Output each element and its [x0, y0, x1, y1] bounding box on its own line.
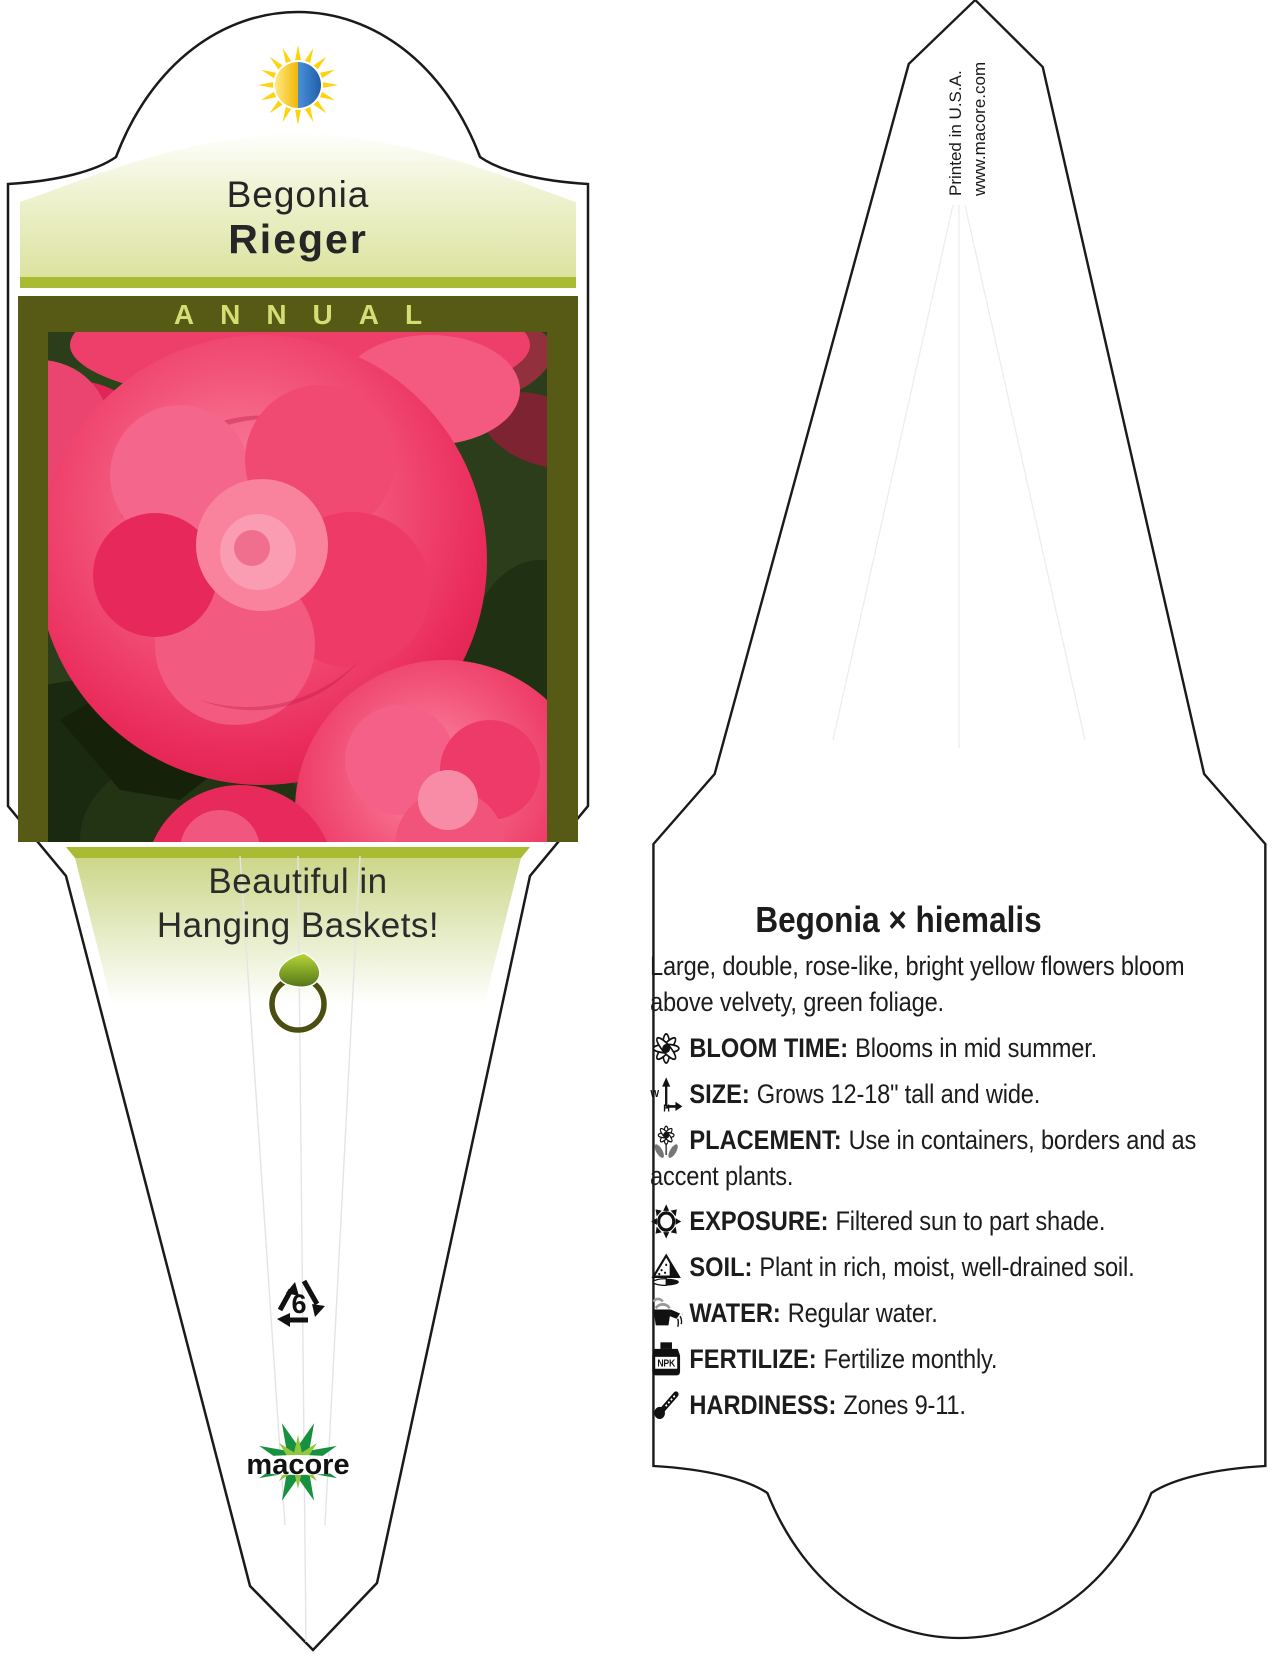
- svg-text:NPK: NPK: [657, 1358, 675, 1369]
- svg-text:W: W: [650, 1088, 659, 1101]
- care-label: SOIL:: [689, 1251, 753, 1282]
- water-icon: [650, 1295, 682, 1332]
- care-label: EXPOSURE:: [689, 1205, 829, 1236]
- front-category: ANNUAL: [173, 299, 449, 330]
- care-label: FERTILIZE:: [689, 1343, 817, 1374]
- front-tagline-line1: Beautiful in: [208, 862, 388, 901]
- care-text: Grows 12-18" tall and wide.: [756, 1078, 1041, 1109]
- front-stripe-top: [20, 277, 576, 288]
- soil-icon: [650, 1249, 682, 1286]
- care-row-hardiness: [650, 1387, 1200, 1424]
- care-text: Regular water.: [787, 1297, 938, 1328]
- care-row-placement: [650, 1122, 1200, 1194]
- care-label: SIZE:: [689, 1078, 750, 1109]
- care-row-soil: [650, 1249, 1200, 1286]
- front-variety: Rieger: [228, 216, 368, 262]
- care-text: Zones 9-11.: [843, 1389, 966, 1420]
- hardiness-icon: [650, 1387, 682, 1424]
- brand-name: macore: [246, 1449, 350, 1481]
- care-text: Plant in rich, moist, well-drained soil.: [759, 1251, 1135, 1282]
- care-text: Blooms in mid summer.: [855, 1032, 1098, 1063]
- care-row-water: [650, 1295, 1200, 1332]
- front-genus: Begonia: [226, 174, 370, 215]
- printed-in-usa-text: Printed in U.S.A.: [946, 70, 965, 196]
- bloom-time-icon: [650, 1030, 682, 1067]
- svg-text:H: H: [663, 1102, 670, 1113]
- fertilize-icon: [650, 1341, 682, 1378]
- care-row-size: [650, 1076, 1200, 1113]
- size-icon: [650, 1076, 682, 1113]
- plant-description: Large, double, rose-like, bright yellow flowers bloom above velvety, green foliage.: [650, 951, 1185, 1017]
- placement-icon: [650, 1122, 682, 1159]
- care-text: Filtered sun to part shade.: [835, 1205, 1106, 1236]
- part-sun-icon: [258, 45, 338, 125]
- care-row-bloom-time: [650, 1030, 1200, 1067]
- macore-url-text: www.macore.com: [970, 61, 989, 196]
- care-text: Use in containers, borders and as accent plants.: [650, 1124, 1197, 1191]
- exposure-icon: [650, 1203, 682, 1240]
- care-info-panel: [650, 899, 1200, 1424]
- care-text: Fertilize monthly.: [823, 1343, 998, 1374]
- care-row-fertilize: [650, 1341, 1200, 1378]
- front-tag: [0, 0, 600, 1654]
- botanical-name: Begonia × hiemalis: [755, 899, 1042, 940]
- front-tagline-line2: Hanging Baskets!: [156, 906, 440, 945]
- care-label: HARDINESS:: [689, 1389, 837, 1420]
- care-label: PLACEMENT:: [689, 1124, 842, 1155]
- care-label: WATER:: [689, 1297, 781, 1328]
- care-row-exposure: [650, 1203, 1200, 1240]
- recycle-number: 6: [291, 1289, 307, 1319]
- care-label: BLOOM TIME:: [689, 1032, 849, 1063]
